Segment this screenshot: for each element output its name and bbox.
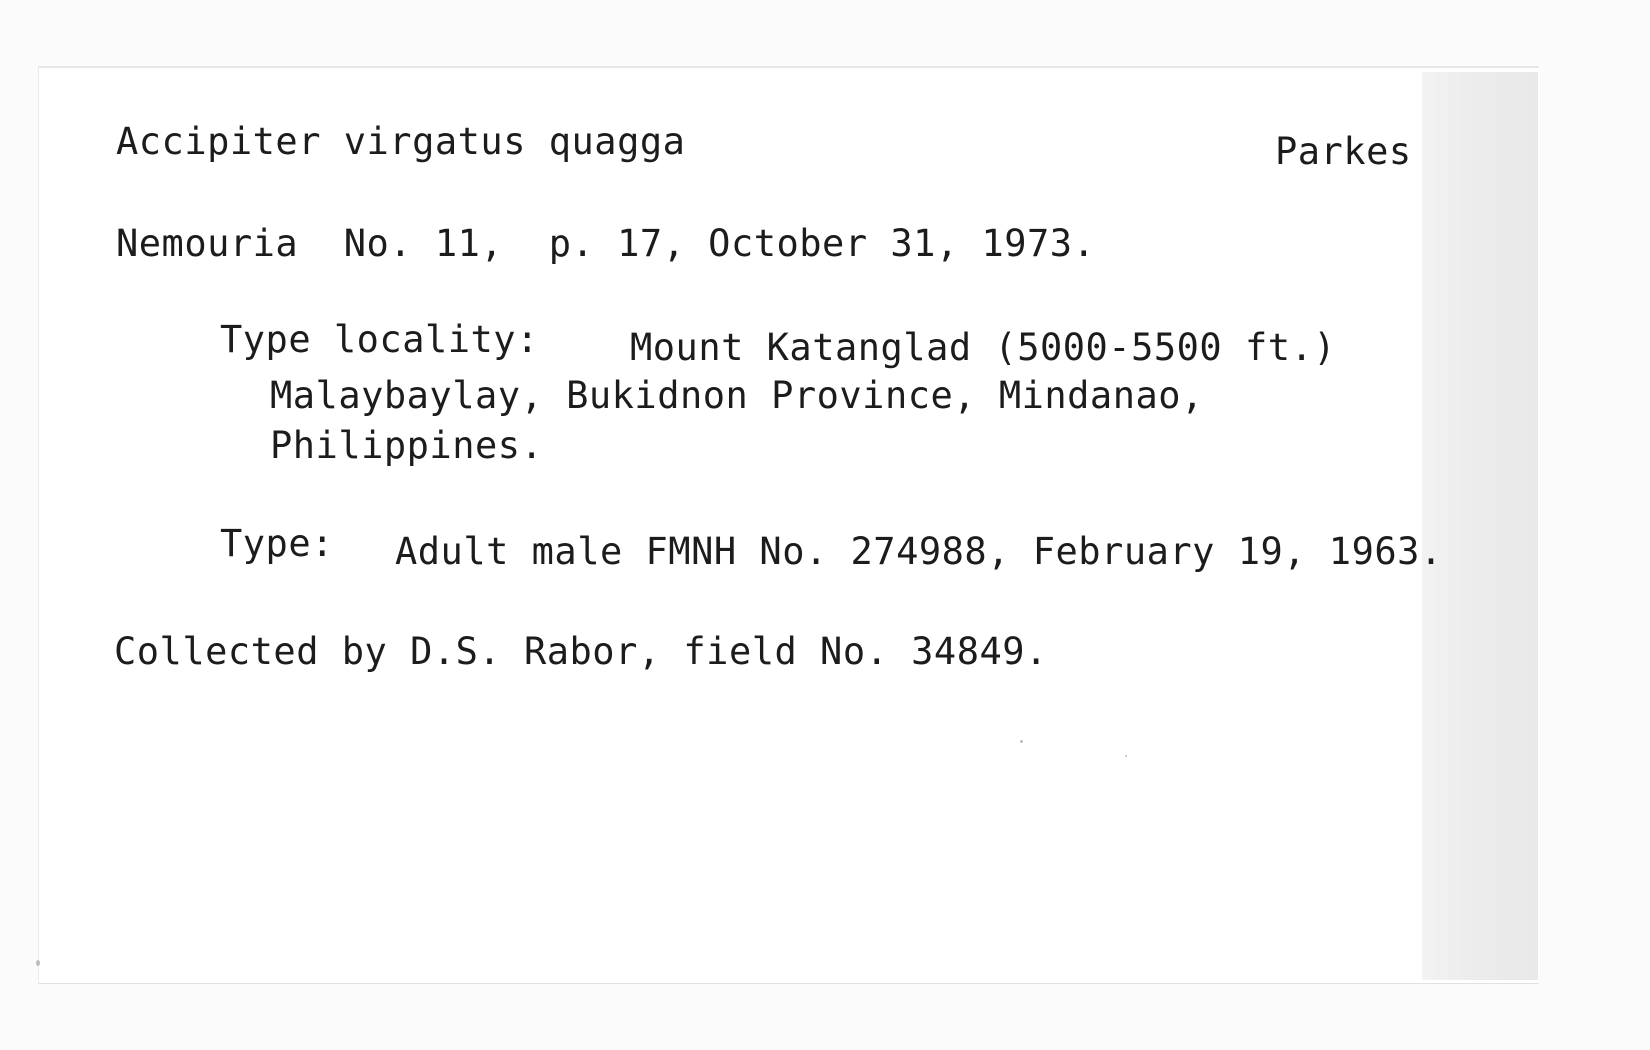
- species-name: Accipiter virgatus quagga: [116, 120, 686, 163]
- collector-info: Collected by D.S. Rabor, field No. 34849.: [114, 630, 1048, 673]
- publication-citation: Nemouria No. 11, p. 17, October 31, 1973.: [116, 222, 1096, 265]
- scan-speck: [1020, 740, 1023, 743]
- author-name: Parkes: [1275, 130, 1412, 173]
- scan-speck: [36, 960, 40, 966]
- scan-speck: [1125, 755, 1127, 757]
- type-locality-line-1: Mount Katanglad (5000-5500 ft.): [630, 326, 1337, 369]
- type-label: Type:: [220, 522, 334, 565]
- type-locality-label: Type locality:: [220, 318, 539, 361]
- type-locality-line-3: Philippines.: [270, 424, 544, 467]
- card-right-shadow: [1422, 72, 1538, 980]
- type-locality-line-2: Malaybaylay, Bukidnon Province, Mindanao,: [270, 374, 1204, 417]
- type-specimen-details: Adult male FMNH No. 274988, February 19, 1963.: [395, 530, 1443, 573]
